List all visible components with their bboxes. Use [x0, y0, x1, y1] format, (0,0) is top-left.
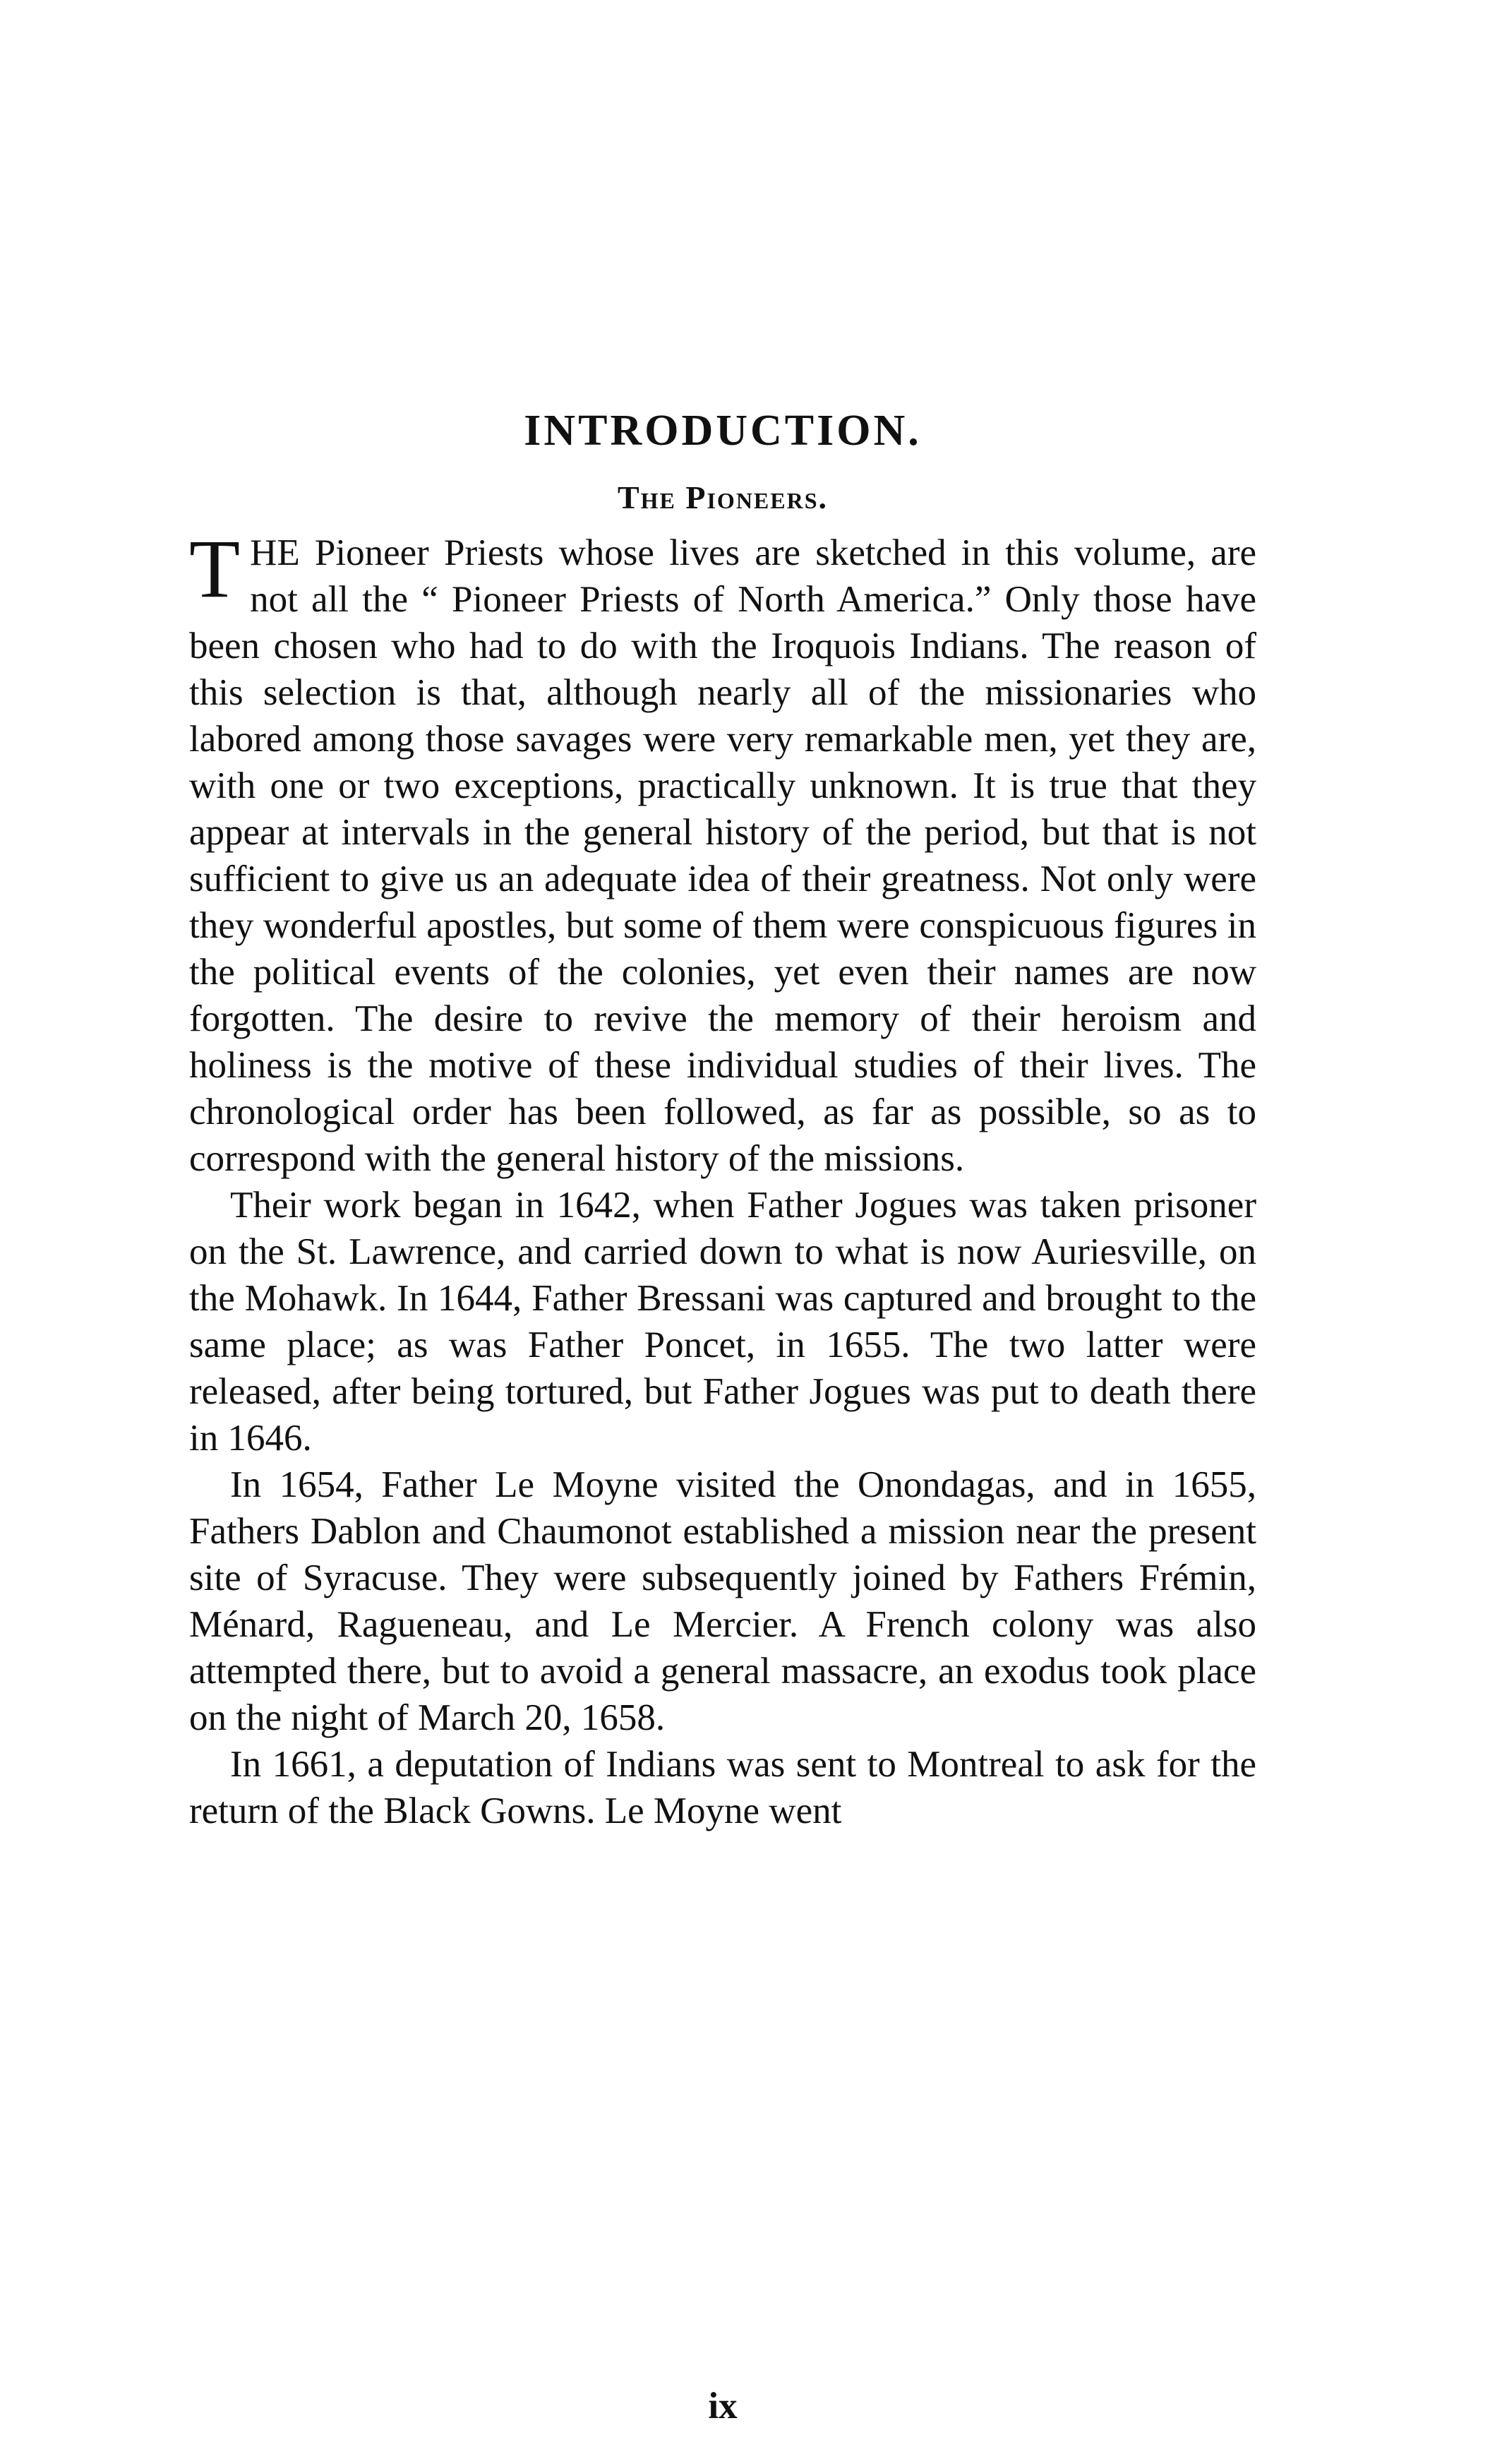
paragraph-1 — [189, 522, 1256, 1182]
page-number: ix — [708, 2386, 738, 2427]
page-title: INTRODUCTION. — [524, 407, 922, 455]
paragraph-3: In 1654, Father Le Moyne visited the Onondagas, and in 1655, Fathers Dablon and Chaumonot established a mission near the present site of Syracuse. They were subsequently joined by Fathers Frémin, Ménard, Ragueneau, and Le Mercier. A French colony was also attempted there, but to avoid a general massacre, an exodus took place on the night of March 20, 1658. — [189, 1464, 1256, 1738]
document-page — [189, 395, 1256, 2427]
body-text — [189, 522, 1256, 1834]
drop-cap: T — [189, 522, 241, 615]
paragraph-1-text: HE Pioneer Priests whose lives are sketched in this volume, are not all the “ Pioneer Priests of North America.” Only those have been chosen who had to do with the Iroquois Indians. The reason of this selection is that, although nearly all of the missionaries who labored among those savages were very remarkable men, yet they are, with one or two exceptions, practically unknown. It is true that they appear at intervals in the general history of the period, but that is not sufficient to give us an adequate idea of their greatness. Not only were they wonderful apostles, but some of them were conspicuous figures in the political events of the colonies, yet even their names are now forgotten. The desire to revive the memory of their heroism and holiness is the motive of these individual studies of their lives. The chronological order has been followed, as far as possible, so as to correspond with the general history of the missions. — [189, 532, 1256, 1179]
section-subtitle: The Pioneers. — [617, 479, 829, 515]
paragraph-2: Their work began in 1642, when Father Jogues was taken prisoner on the St. Lawrence, and carried down to what is now Auriesville, on the Mohawk. In 1644, Father Bressani was captured and brought to the same place; as was Father Poncet, in 1655. The two latter were released, after being tortured, but Father Jogues was put to death there in 1646. — [189, 1185, 1256, 1459]
paragraph-4: In 1661, a deputation of Indians was sent to Montreal to ask for the return of the Black Gowns. Le Moyne went — [189, 1744, 1256, 1831]
